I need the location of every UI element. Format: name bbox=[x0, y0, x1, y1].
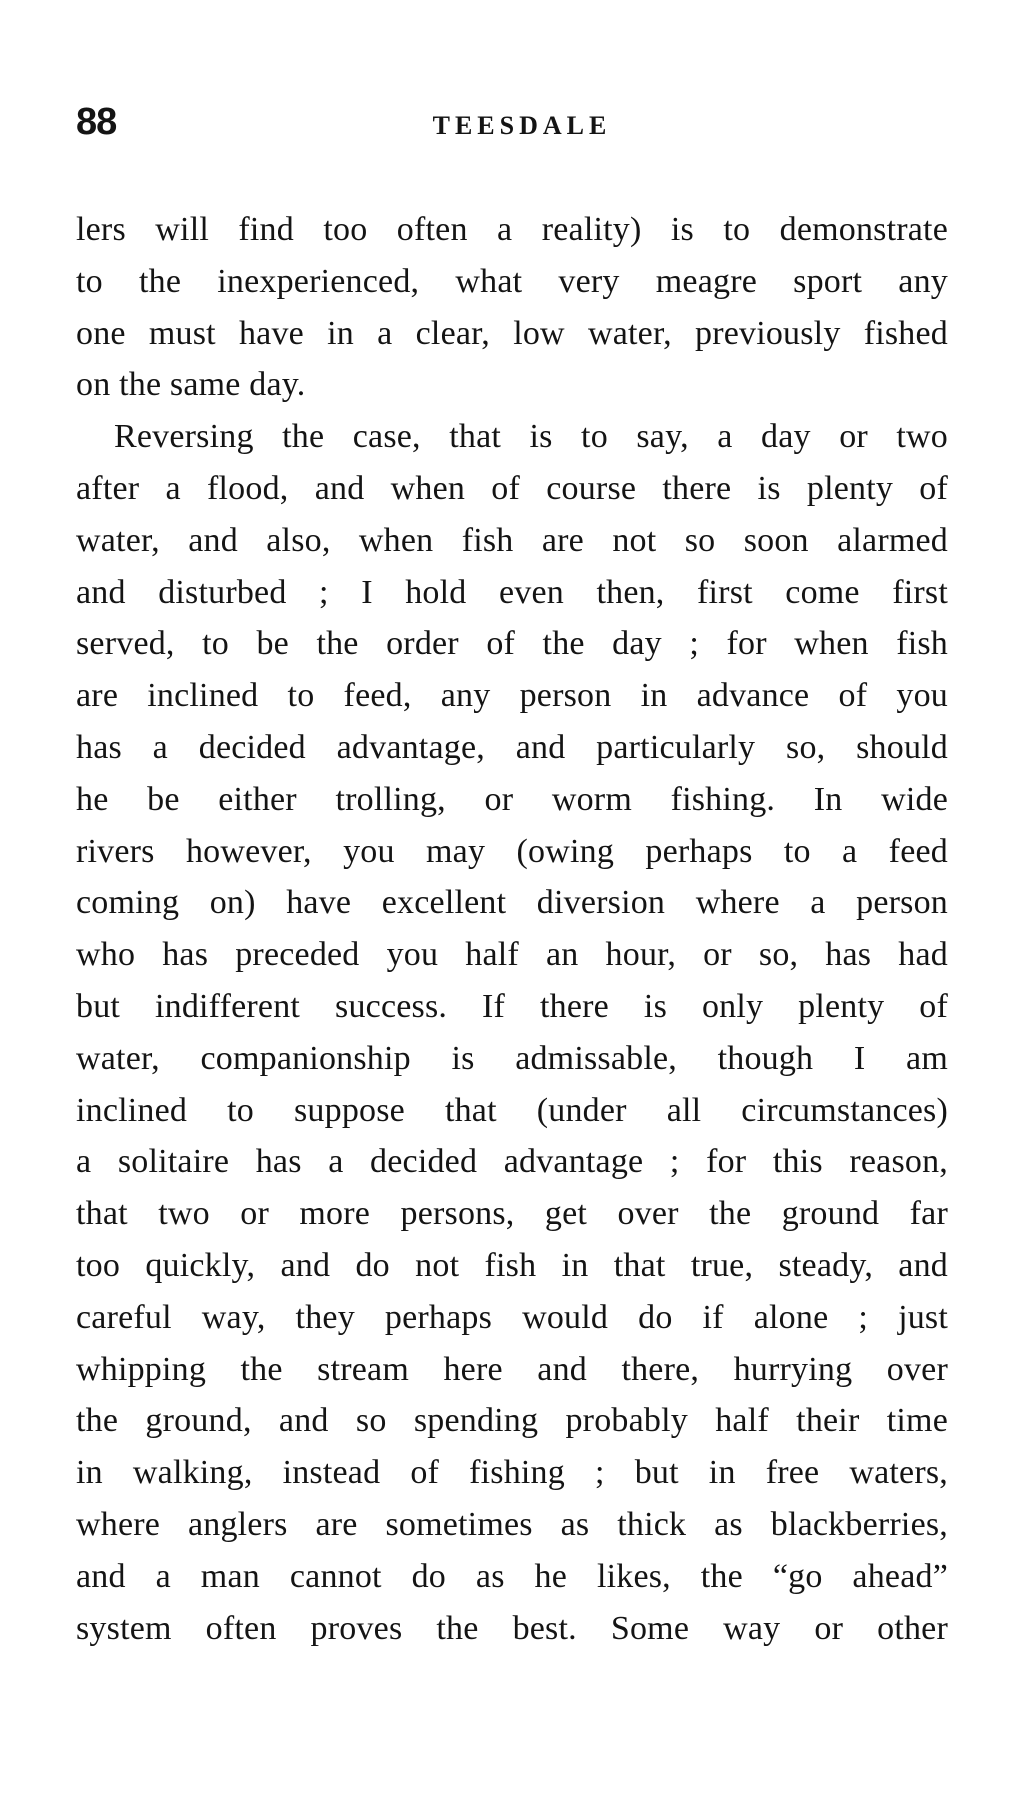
text-line: on the same day. bbox=[76, 366, 306, 404]
body-text bbox=[76, 204, 948, 1654]
text-line: he be either trolling, or worm fishing. In wide bbox=[76, 780, 948, 818]
page-header bbox=[76, 96, 948, 156]
text-line: that two or more persons, get over the ground far bbox=[76, 1195, 948, 1233]
text-line: where anglers are sometimes as thick as blackberries, bbox=[76, 1505, 948, 1543]
text-line: one must have in a clear, low water, previously fished bbox=[76, 314, 948, 352]
text-line: lers will find too often a reality) is to demonstrate bbox=[76, 211, 948, 248]
text-line: and disturbed ; I hold even then, first come first bbox=[76, 573, 948, 611]
text-line: careful way, they perhaps would do if alone ; just bbox=[76, 1298, 948, 1336]
text-line: served, to be the order of the day ; for when fish bbox=[76, 625, 948, 663]
text-line: has a decided advantage, and particularly so, should bbox=[76, 728, 948, 766]
text-line: water, companionship is admissable, though I am bbox=[76, 1039, 948, 1077]
text-line: rivers however, you may (owing perhaps to a feed bbox=[76, 832, 948, 870]
text-line: to the inexperienced, what very meagre sport any bbox=[76, 262, 948, 300]
text-line: too quickly, and do not fish in that true, steady, and bbox=[76, 1246, 948, 1284]
text-line: system often proves the best. Some way or other bbox=[76, 1609, 948, 1647]
text-line: in walking, instead of fishing ; but in free waters, bbox=[76, 1454, 948, 1492]
text-line: the ground, and so spending probably half their time bbox=[76, 1402, 948, 1440]
text-line: but indifferent success. If there is only plenty of bbox=[76, 987, 948, 1025]
text-line: are inclined to feed, any person in advance of you bbox=[76, 677, 948, 715]
text-line: coming on) have excellent diversion where a person bbox=[76, 884, 948, 922]
running-head: TEESDALE bbox=[432, 111, 612, 140]
text-line: water, and also, when fish are not so soon alarmed bbox=[76, 521, 948, 559]
text-line: after a flood, and when of course there is plenty of bbox=[76, 469, 948, 507]
text-line: and a man cannot do as he likes, the “go ahead” bbox=[76, 1557, 948, 1595]
text-line: who has preceded you half an hour, or so, has had bbox=[76, 936, 948, 974]
text-line: a solitaire has a decided advantage ; for this reason, bbox=[76, 1143, 948, 1181]
text-line: inclined to suppose that (under all circumstances) bbox=[76, 1091, 948, 1129]
page-number: 88 bbox=[76, 101, 117, 143]
text-line: whipping the stream here and there, hurrying over bbox=[76, 1350, 948, 1388]
paragraph-start-line: Reversing the case, that is to say, a day or two bbox=[114, 418, 948, 456]
